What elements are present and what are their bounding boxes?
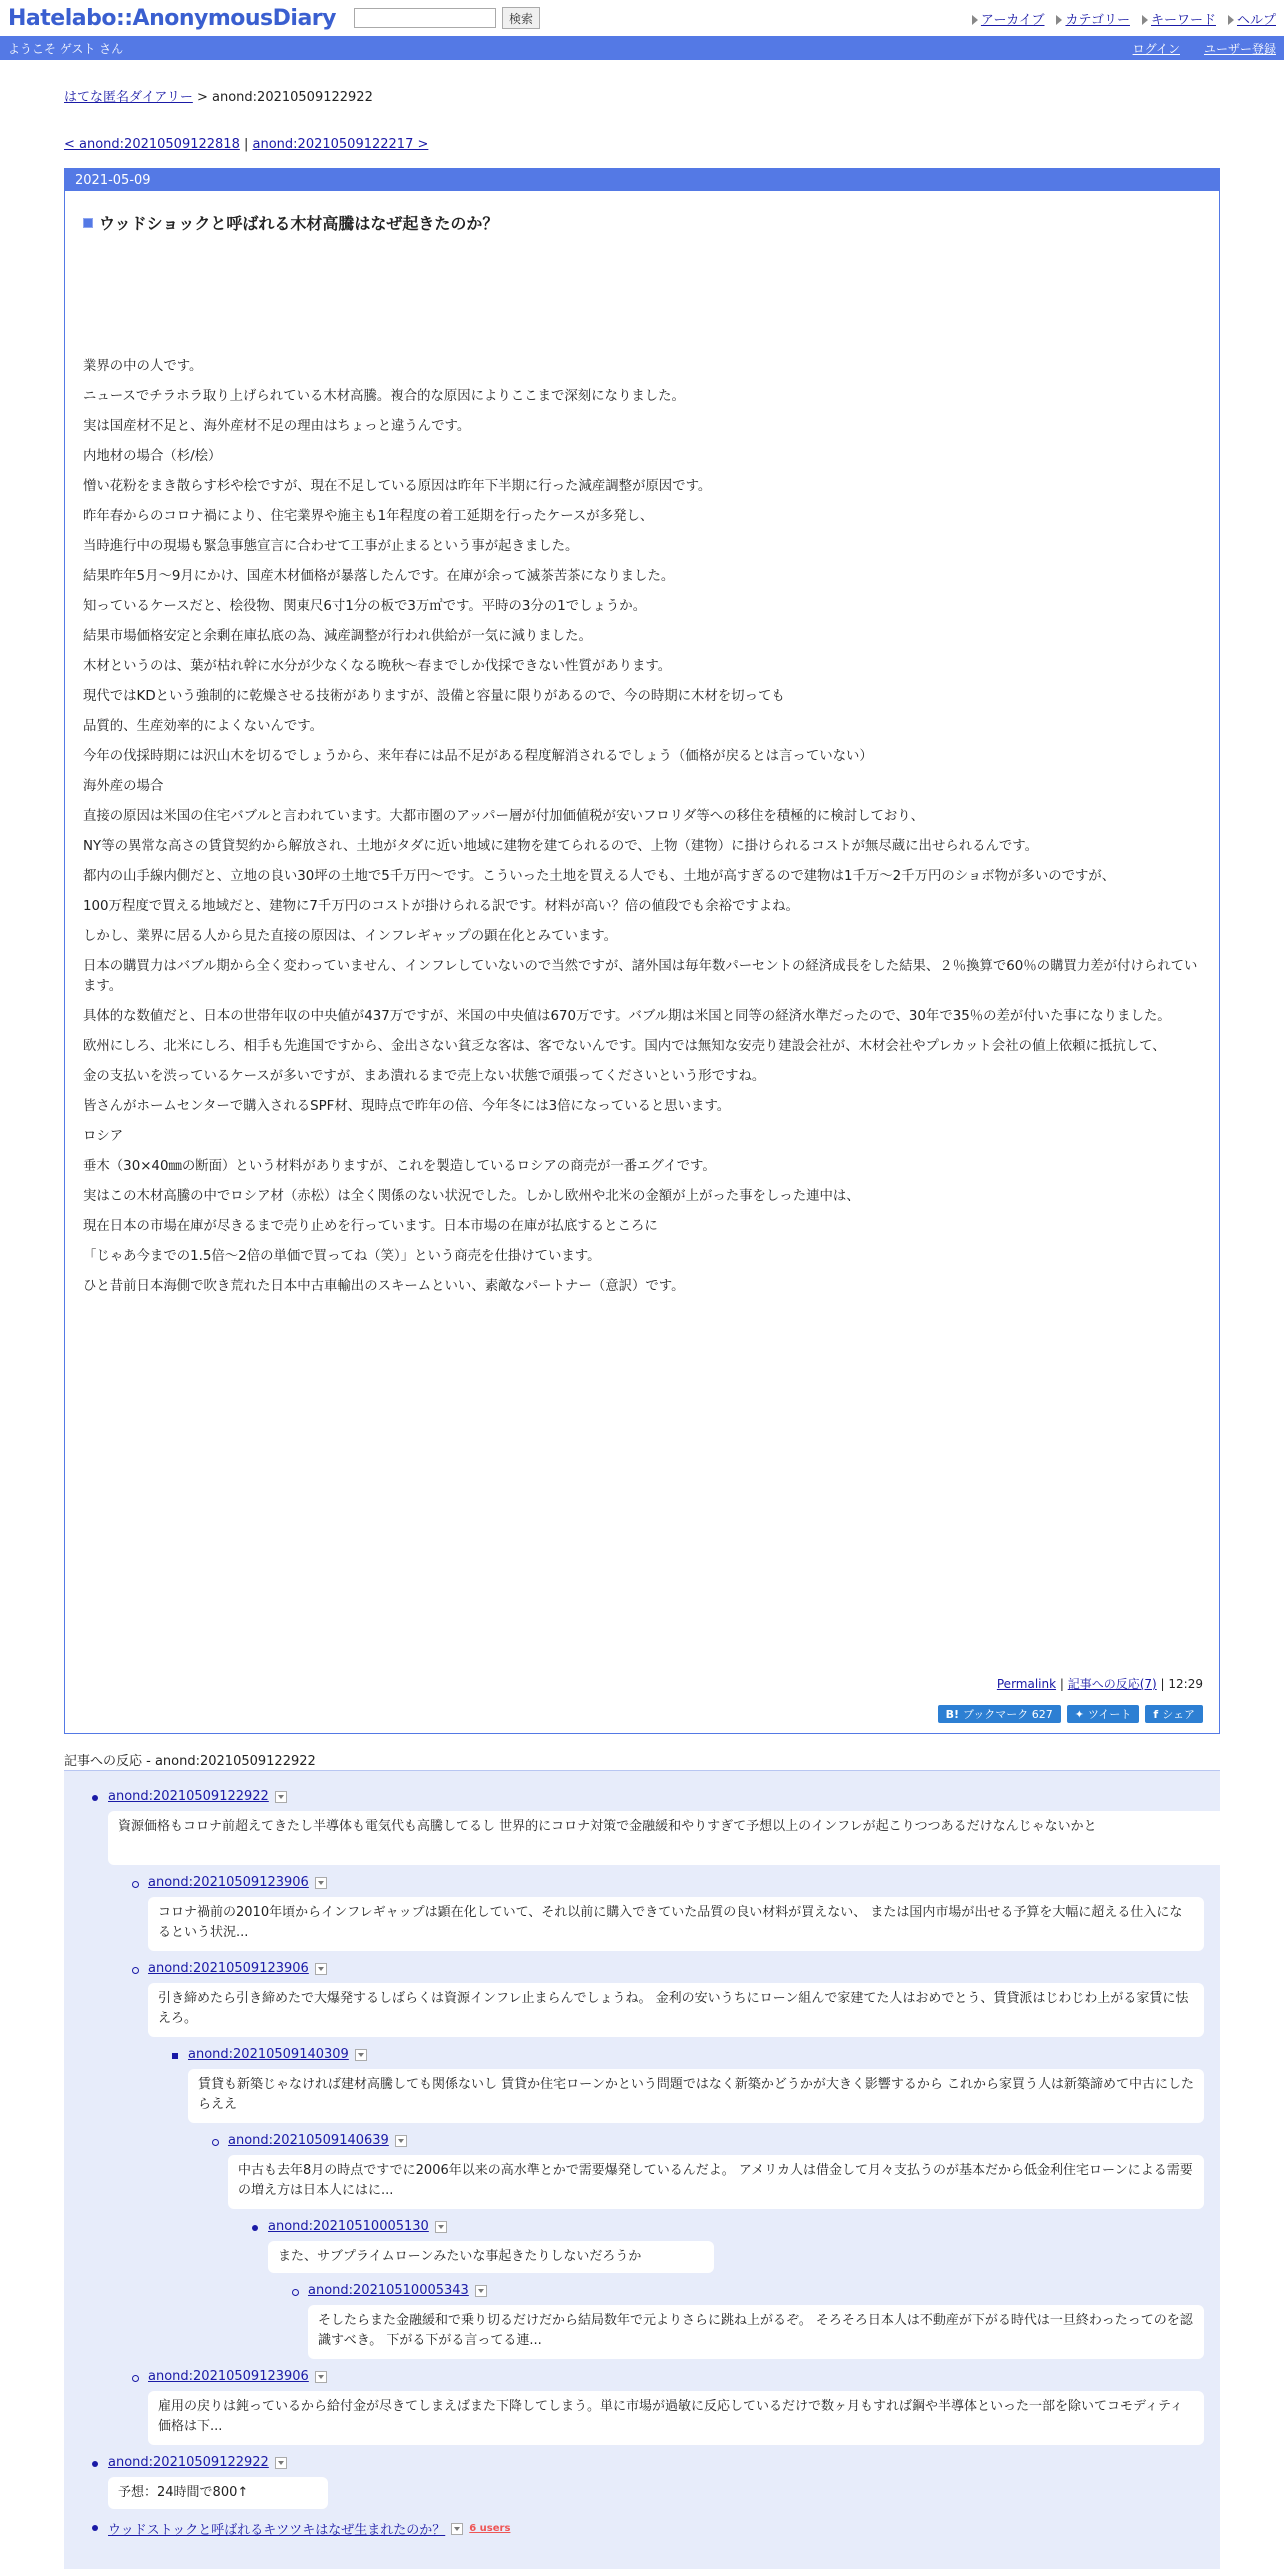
reaction-link[interactable]: anond:20210509123906 xyxy=(148,2369,309,2384)
post-time: 12:29 xyxy=(1168,1677,1203,1691)
dropdown-icon[interactable] xyxy=(315,1877,327,1889)
permalink-link[interactable]: Permalink xyxy=(996,1677,1057,1691)
main-content xyxy=(64,86,1220,1734)
share-button[interactable] xyxy=(1145,1705,1203,1723)
article-paragraph: 結果昨年5月～9月にかけ、国産木材価格が暴落したんです。在庫が余って滅茶苦茶になりました。 xyxy=(83,569,675,584)
article-paragraph: 憎い花粉をまき散らす杉や桧ですが、現在不足している原因は昨年下半期に行った減産調整が原因です。 xyxy=(83,479,712,494)
article-paragraph: 当時進行中の現場も緊急事態宣言に合わせて工事が止まるという事が起きました。 xyxy=(83,539,579,554)
user-bar xyxy=(0,36,1284,60)
reaction-header xyxy=(108,2519,510,2538)
article-paragraph: 昨年春からのコロナ禍により、住宅業界や施主も1年程度の着工延期を行ったケースが多発し、 xyxy=(83,509,654,524)
triangle-icon xyxy=(1142,15,1148,25)
welcome-text: ようこそ ゲスト さん xyxy=(8,41,124,56)
article-paragraph: 垂木（30×40㎜の断面）という材料がありますが、これを製造しているロシアの商売が一番エグイです。 xyxy=(83,1159,716,1174)
reaction-item xyxy=(228,2133,407,2148)
dropdown-icon[interactable] xyxy=(355,2049,367,2061)
article-paragraph: 現在日本の市場在庫が尽きるまで売り止めを行っています。日本市場の在庫が払底するところに xyxy=(83,1219,658,1234)
dropdown-icon[interactable] xyxy=(275,2457,287,2469)
bullet-icon xyxy=(252,2225,258,2231)
reaction-item xyxy=(108,1789,287,1804)
reaction-excerpt: 引き締めたら引き締めたで大爆発するしばらくは資源インフレ止まらんでしょうね。 金利の安いうちにローン組んで家建てた人はおめでとう、賃貸派はじわじわ上がる家賃に怯えろ。 xyxy=(148,1983,1204,2037)
article-paragraph: 知っているケースだと、桧役物、関東尺6寸1分の板で3万㎥です。平時の3分の1でしょうか。 xyxy=(83,599,647,614)
reaction-item xyxy=(108,2519,510,2538)
dropdown-icon[interactable] xyxy=(395,2135,407,2147)
article-paragraph: 今年の伐採時期には沢山木を切るでしょうから、来年春には品不足がある程度解消されるでしょう（価格が戻るとは言っていない） xyxy=(83,749,873,764)
search-input[interactable] xyxy=(354,8,496,28)
reaction-item xyxy=(148,2369,327,2384)
reaction-link[interactable]: anond:20210510005130 xyxy=(268,2219,429,2234)
reaction-header xyxy=(148,1961,327,1976)
article-title-text: ウッドショックと呼ばれる木材高騰はなぜ起きたのか？ xyxy=(99,214,499,233)
reaction-link[interactable]: ウッドストックと呼ばれるキツツキはなぜ生まれたのか？ xyxy=(108,2523,446,2538)
article-paragraph: 木材というのは、葉が枯れ幹に水分が少なくなる晩秋～春までしか伐採できない性質があります。 xyxy=(83,659,672,674)
nav-help-link[interactable]: ヘルプ xyxy=(1236,12,1276,28)
reaction-link[interactable]: anond:20210509122922 xyxy=(108,2455,269,2470)
tweet-button[interactable] xyxy=(1067,1705,1140,1723)
reaction-item xyxy=(148,1875,327,1890)
nav-category-link[interactable]: カテゴリー xyxy=(1065,12,1130,28)
dropdown-icon[interactable] xyxy=(315,2371,327,2383)
triangle-icon xyxy=(1056,15,1062,25)
square-icon[interactable] xyxy=(83,218,93,228)
article-paragraph: 「じゃあ今までの1.5倍～2倍の単価で買ってね（笑）」という商売を仕掛けています。 xyxy=(83,1249,601,1264)
article-paragraph: 金の支払いを渋っているケースが多いですが、まあ潰れるまで売上ない状態で頑張ってくださいという形ですね。 xyxy=(83,1069,766,1084)
bullet-icon xyxy=(172,2053,178,2059)
article-paragraph: 結果市場価格安定と余剰在庫払底の為、減産調整が行われ供給が一気に減りました。 xyxy=(83,629,592,644)
article-paragraph: ニュースでチラホラ取り上げられている木材高騰。複合的な原因によりここまで深刻になりました。 xyxy=(83,389,685,404)
bookmark-button[interactable] xyxy=(938,1705,1061,1723)
reaction-excerpt: 予想：24時間で800↑ xyxy=(108,2477,328,2509)
bullet-icon xyxy=(92,2525,98,2531)
reaction-excerpt: 雇用の戻りは鈍っているから給付金が尽きてしまえばまた下降してしまう。単に市場が過敏に反応しているだけで数ヶ月もすれば鋼や半導体といった一部を除いてコモディティ価格は下... xyxy=(148,2391,1204,2445)
reaction-header xyxy=(308,2283,487,2298)
nav-archive[interactable] xyxy=(972,9,1045,28)
dropdown-icon[interactable] xyxy=(315,1963,327,1975)
article-paragraph: しかし、業界に居る人から見た直接の原因は、インフレギャップの顕在化とみています。 xyxy=(83,929,618,944)
breadcrumb-home[interactable]: はてな匿名ダイアリー xyxy=(64,90,193,105)
reactions-tree xyxy=(64,1770,1220,2569)
article-paragraph: 海外産の場合 xyxy=(83,779,164,794)
article-paragraph: ロシア xyxy=(83,1129,124,1144)
nav-keyword-link[interactable]: キーワード xyxy=(1150,12,1216,28)
reaction-item xyxy=(308,2283,487,2298)
register-link[interactable]: ユーザー登録 xyxy=(1203,41,1276,56)
reaction-item xyxy=(108,2455,287,2470)
dropdown-icon[interactable] xyxy=(451,2523,463,2535)
reaction-excerpt: そしたらまた金融緩和で乗り切るだけだから結局数年で元よりさらに跳ね上がるぞ。 そろそろ日本人は不動産が下がる時代は一旦終わったってのを認識すべき。 下がる下がる言ってる連... xyxy=(308,2305,1204,2359)
article-paragraph: 直接の原因は米国の住宅バブルと言われています。大都市圏のアッパー層が付加価値税が安いフロリダ等への移住を積極的に検討しており、 xyxy=(83,809,925,824)
search-button[interactable]: 検索 xyxy=(502,7,540,29)
nav-archive-link[interactable]: アーカイブ xyxy=(980,12,1045,28)
reactions-link[interactable]: 記事への反応(7) xyxy=(1067,1677,1157,1691)
article-title xyxy=(83,211,1219,234)
share-buttons xyxy=(938,1705,1203,1723)
breadcrumb-current: anond:20210509122922 xyxy=(212,90,373,105)
prevnext-separator: | xyxy=(239,137,253,152)
bullet-icon xyxy=(132,1967,139,1974)
bullet-icon xyxy=(132,1881,139,1888)
article-paragraph: 100万程度で買える地域だと、建物に7千万円のコストが掛けられる訳です。材料が高い？倍の値段でも余裕ですよね。 xyxy=(83,899,799,914)
bullet-icon xyxy=(292,2289,299,2296)
reaction-item xyxy=(148,1961,327,1976)
hatena-b-icon: B! xyxy=(945,1707,960,1721)
reaction-excerpt: 中古も去年8月の時点ですでに2006年以来の高水準とかで需要爆発しているんだよ。 アメリカ人は借金して月々支払うのが基本だから低金利住宅ローンによる需要の増え方は日本人にはに... xyxy=(228,2155,1204,2209)
facebook-icon: f xyxy=(1153,1707,1159,1721)
triangle-icon xyxy=(1228,15,1234,25)
reaction-link[interactable]: anond:20210509140309 xyxy=(188,2047,349,2062)
login-link[interactable]: ログイン xyxy=(1132,41,1180,56)
article xyxy=(64,168,1220,1734)
next-entry-link[interactable]: anond:20210509122217 > xyxy=(252,137,429,152)
top-header xyxy=(0,0,1284,36)
prev-next-nav xyxy=(64,137,1220,152)
article-paragraph: 現代ではKDという強制的に乾燥させる技術がありますが、設備と容量に限りがあるので、今の時期に木材を切っても xyxy=(83,689,785,704)
bullet-icon xyxy=(92,1795,98,1801)
breadcrumb xyxy=(64,86,1220,105)
reaction-link[interactable]: anond:20210509140639 xyxy=(228,2133,389,2148)
bullet-icon xyxy=(132,2375,139,2382)
reaction-link[interactable]: anond:20210509123906 xyxy=(148,1961,309,1976)
article-date: 2021-05-09 xyxy=(65,169,1219,191)
reaction-link[interactable]: anond:20210509123906 xyxy=(148,1875,309,1890)
dropdown-icon[interactable] xyxy=(435,2221,447,2233)
reaction-header xyxy=(268,2219,447,2234)
breadcrumb-separator: > xyxy=(192,90,213,105)
reaction-header xyxy=(148,2369,327,2384)
bullet-icon xyxy=(212,2139,219,2146)
reaction-excerpt: コロナ禍前の2010年頃からインフレギャップは顕在化していて、それ以前に購入できていた品質の良い材料が買えない、 または国内市場が出せる予算を大幅に超える仕入になるという状況... xyxy=(148,1897,1204,1951)
reaction-item xyxy=(268,2219,447,2234)
article-paragraph: 欧州にしろ、北米にしろ、相手も先進国ですから、金出さない貧乏な客は、客でないんです。国内では無知な安売り建設会社が、木材会社やプレカット会社の値上依頼に抵抗して、 xyxy=(83,1039,1166,1054)
nav-keyword[interactable] xyxy=(1142,9,1216,28)
dropdown-icon[interactable] xyxy=(275,1791,287,1803)
article-paragraph: 品質的、生産効率的によくないんです。 xyxy=(83,719,323,734)
article-meta: Permalink | 記事への反応(7) | 12:29 xyxy=(996,1677,1203,1691)
reaction-header xyxy=(108,1789,287,1804)
dropdown-icon[interactable] xyxy=(475,2285,487,2297)
reaction-excerpt: 資源価格もコロナ前超えてきたし半導体も電気代も高騰してるし 世界的にコロナ対策で金融緩和やりすぎて予想以上のインフレが起こりつつあるだけなんじゃないかと xyxy=(108,1811,1268,1865)
article-paragraph: 内地材の場合（杉/桧） xyxy=(83,449,222,464)
reaction-excerpt: 賃貸も新築じゃなければ建材高騰しても関係ないし 賃貸か住宅ローンかという問題ではなく新築かどうかが大きく影響するから これから家買う人は新築諦めて中古にしたらええ xyxy=(188,2069,1204,2123)
nav-category[interactable] xyxy=(1056,9,1129,28)
bird-icon: ✦ xyxy=(1074,1707,1084,1721)
reaction-item xyxy=(188,2047,367,2062)
bullet-icon xyxy=(92,2461,98,2467)
article-paragraph: NY等の異常な高さの賃貸契約から解放され、土地がタダに近い地域に建物を建てられるので、上物（建物）に掛けられるコストが無尽蔵に出せられるんです。 xyxy=(83,839,1038,854)
article-paragraph: ひと昔前日本海側で吹き荒れた日本中古車輸出のスキームといい、素敵なパートナー（意訳）です。 xyxy=(83,1279,685,1294)
reaction-link[interactable]: anond:20210510005343 xyxy=(308,2283,469,2298)
reactions-heading: 記事への反応 - anond:20210509122922 xyxy=(64,1754,316,1769)
article-paragraph: 実はこの木材高騰の中でロシア材（赤松）は全く関係のない状況でした。しかし欧州や北米の金額が上がった事をしった連中は、 xyxy=(83,1189,860,1204)
article-paragraph: 業界の中の人です。 xyxy=(83,359,203,374)
site-logo[interactable]: Hatelabo::AnonymousDiary xyxy=(8,5,336,31)
article-paragraph: 皆さんがホームセンターで購入されるSPF材、現時点で昨年の倍、今年冬には3倍になっていると思います。 xyxy=(83,1099,731,1114)
reaction-link[interactable]: anond:20210509122922 xyxy=(108,1789,269,1804)
top-nav xyxy=(972,9,1276,28)
article-paragraph: 都内の山手線内側だと、立地の良い30坪の土地で5千万円～です。こういった土地を買える人でも、土地が高すぎるので建物は1千万～2千万円のショボ物が多いのですが、 xyxy=(83,869,1116,884)
bookmark-label: ブックマーク 627 xyxy=(963,1708,1053,1721)
reaction-header xyxy=(148,1875,327,1890)
article-paragraph: 日本の購買力はバブル期から全く変わっていません、インフレしていないので当然ですが、諸外国は毎年数パーセントの経済成長をした結果、２％換算で60％の購買力差が付けられています。 xyxy=(83,959,1198,994)
prev-entry-link[interactable]: < anond:20210509122818 xyxy=(64,137,240,152)
article-body xyxy=(83,357,1201,1307)
reaction-excerpt: また、サブプライムローンみたいな事起きたりしないだろうか xyxy=(268,2241,714,2273)
reaction-header xyxy=(228,2133,407,2148)
nav-help[interactable] xyxy=(1228,9,1276,28)
bookmark-users-count[interactable]: 6 users xyxy=(469,2523,511,2534)
share-label: シェア xyxy=(1162,1708,1195,1721)
article-paragraph: 実は国産材不足と、海外産材不足の理由はちょっと違うんです。 xyxy=(83,419,471,434)
reaction-header xyxy=(188,2047,367,2062)
reaction-header xyxy=(108,2455,287,2470)
tweet-label: ツイート xyxy=(1087,1708,1132,1721)
article-paragraph: 具体的な数値だと、日本の世帯年収の中央値が437万ですが、米国の中央値は670万です。バブル期は米国と同等の経済水準だったので、30年で35％の差が付いた事になりました。 xyxy=(83,1009,1171,1024)
triangle-icon xyxy=(972,15,978,25)
